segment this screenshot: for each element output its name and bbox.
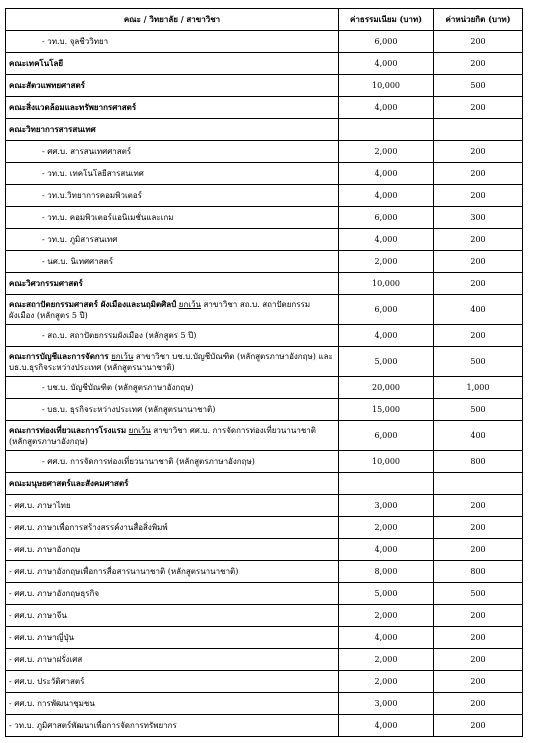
faculty-cell [6,119,339,141]
tuition-cell: 10,000 [339,75,434,97]
exception-label: ยกเว้น [111,351,134,361]
faculty-cell [6,495,339,517]
tuition-cell: 4,000 [339,627,434,649]
tuition-cell: 4,000 [339,53,434,75]
unit-fee-cell: 200 [434,715,523,737]
unit-fee-cell: 200 [434,671,523,693]
faculty-cell [6,693,339,715]
faculty-cell [6,451,339,473]
unit-fee-cell: 800 [434,561,523,583]
table-row [6,141,523,163]
program-name: - บช.บ. บัญชีบัณฑิต (หลักสูตรภาษาอังกฤษ) [42,383,194,392]
table-row [6,251,523,273]
table-row [6,495,523,517]
unit-fee-cell: 200 [434,141,523,163]
tuition-cell: 2,000 [339,649,434,671]
tuition-cell: 10,000 [339,451,434,473]
program-name: - ศศ.บ. ภาษาไทย [9,501,71,510]
faculty-cell [6,671,339,693]
tuition-cell: 15,000 [339,399,434,421]
unit-fee-cell: 200 [434,605,523,627]
unit-fee-cell [434,119,523,141]
tuition-cell: 2,000 [339,251,434,273]
faculty-cell [6,347,339,377]
program-name: - ศศ.บ. ภาษาญี่ปุ่น [9,633,75,642]
faculty-cell [6,273,339,295]
exception-detail: สาขาวิชา สถ.บ. สถาปัตยกรรมผังเมือง (หลักสูตร 5 ปี) [9,299,311,320]
faculty-name: คณะการบัญชีและการจัดการ [9,350,109,361]
unit-fee-cell: 400 [434,295,523,325]
faculty-cell [6,53,339,75]
exception-label: ยกเว้น [178,299,201,309]
unit-fee-column-header: ค่าหน่วยกิต (บาท) [434,9,523,31]
faculty-name: คณะเทคโนโลยี [9,58,64,68]
tuition-cell: 5,000 [339,347,434,377]
table-row [6,649,523,671]
table-row [6,185,523,207]
program-name: - ศศ.บ. สารสนเทศศาสตร์ [42,147,132,156]
faculty-cell [6,605,339,627]
table-row [6,715,523,737]
faculty-cell [6,473,339,495]
table-row [6,539,523,561]
fee-table-page [5,8,522,737]
program-name: - ศศ.บ. ภาษาอังกฤษเพื่อการสื่อสารนานาชาติ (หลักสูตรนานาชาติ) [9,567,239,576]
unit-fee-cell: 200 [434,693,523,715]
table-row [6,421,523,451]
table-row [6,451,523,473]
faculty-name: คณะการท่องเที่ยวและการโรงแรม [9,424,127,435]
unit-fee-cell: 300 [434,207,523,229]
tuition-cell: 4,000 [339,185,434,207]
table-row [6,605,523,627]
header-row [6,9,523,31]
program-name: - วท.บ. คอมพิวเตอร์แอนิเมชั่นและเกม [42,213,174,222]
program-name: - ศศ.บ. ภาษาอังกฤษ [9,545,81,554]
tuition-cell: 2,000 [339,141,434,163]
unit-fee-cell: 800 [434,451,523,473]
faculty-name: คณะสถาปัตยกรรมศาสตร์ ผังเมืองและนฤมิตศิลป์ [9,298,177,309]
faculty-cell [6,325,339,347]
program-name: - ศศ.บ. ภาษาอังกฤษธุรกิจ [9,589,100,598]
faculty-cell [6,561,339,583]
table-row [6,693,523,715]
tuition-cell [339,119,434,141]
faculty-cell [6,141,339,163]
faculty-name: คณะสิ่งแวดล้อมและทรัพยากรศาสตร์ [9,102,137,112]
unit-fee-cell: 200 [434,627,523,649]
program-name: - ศศ.บ. ภาษาจีน [9,611,67,620]
faculty-cell [6,421,339,451]
program-name: - ศศ.บ. ภาษาฝรั่งเศส [9,655,83,664]
program-name: - ศศ.บ. ประวัติศาสตร์ [9,677,85,686]
faculty-cell [6,399,339,421]
tuition-cell: 2,000 [339,605,434,627]
tuition-cell: 6,000 [339,207,434,229]
program-name: - ศศ.บ. การพัฒนาชุมชน [9,699,95,708]
faculty-cell [6,649,339,671]
tuition-cell: 4,000 [339,325,434,347]
faculty-column-header: คณะ / วิทยาลัย / สาขาวิชา [6,9,339,31]
faculty-cell [6,583,339,605]
table-row [6,53,523,75]
faculty-name: คณะมนุษยศาสตร์และสังคมศาสตร์ [9,478,129,488]
table-row [6,75,523,97]
tuition-cell: 2,000 [339,517,434,539]
program-name: - ศศ.บ. ภาษาเพื่อการสร้างสรรค์งานสื่อสิ่งพิมพ์ [9,523,168,532]
unit-fee-cell: 200 [434,539,523,561]
unit-fee-cell: 200 [434,53,523,75]
table-row [6,31,523,53]
exception-detail: สาขาวิชา บช.บ.บัญชีบัณฑิต (หลักสูตรภาษาอังกฤษ) และบธ.บ.ธุรกิจระหว่างประเทศ (หลักสูตรนานาชาติ) [9,351,333,372]
faculty-cell [6,31,339,53]
program-name: - วท.บ. จุลชีววิทยา [42,37,109,46]
exception-label: ยกเว้น [128,425,151,435]
unit-fee-cell: 200 [434,163,523,185]
unit-fee-cell: 500 [434,347,523,377]
tuition-column-header: ค่าธรรมเนียม (บาท) [339,9,434,31]
unit-fee-cell: 500 [434,399,523,421]
table-row [6,473,523,495]
unit-fee-cell: 1,000 [434,377,523,399]
faculty-cell [6,75,339,97]
unit-fee-cell: 200 [434,97,523,119]
table-row [6,325,523,347]
program-name: - ศศ.บ. การจัดการท่องเที่ยวนานาชาติ (หลักสูตรภาษาอังกฤษ) [42,457,255,466]
tuition-cell: 4,000 [339,97,434,119]
fee-table [5,8,523,737]
tuition-cell: 2,000 [339,671,434,693]
tuition-cell: 4,000 [339,229,434,251]
table-row [6,627,523,649]
table-row [6,347,523,377]
faculty-cell [6,185,339,207]
table-row [6,163,523,185]
faculty-cell [6,715,339,737]
table-row [6,273,523,295]
faculty-name: คณะสัตวแพทยศาสตร์ [9,80,85,90]
tuition-cell: 10,000 [339,273,434,295]
unit-fee-cell: 200 [434,251,523,273]
tuition-cell: 6,000 [339,295,434,325]
program-name: - นศ.บ. นิเทศศาสตร์ [42,257,113,266]
exception-detail: สาขาวิชา ศศ.บ. การจัดการท่องเที่ยวนานาชาติ (หลักสูตรภาษาอังกฤษ) [9,425,316,446]
table-row [6,229,523,251]
faculty-cell [6,377,339,399]
unit-fee-cell: 200 [434,185,523,207]
table-row [6,583,523,605]
unit-fee-cell: 200 [434,229,523,251]
tuition-cell: 8,000 [339,561,434,583]
table-row [6,671,523,693]
program-name: - วท.บ. เทคโนโลยีสารสนเทศ [42,169,144,178]
faculty-cell [6,627,339,649]
tuition-cell: 5,000 [339,583,434,605]
unit-fee-cell [434,473,523,495]
unit-fee-cell: 200 [434,31,523,53]
table-row [6,561,523,583]
faculty-cell [6,163,339,185]
table-row [6,399,523,421]
table-row [6,207,523,229]
faculty-cell [6,207,339,229]
faculty-cell [6,517,339,539]
tuition-cell: 4,000 [339,539,434,561]
program-name: - วท.บ.วิทยาการคอมพิวเตอร์ [42,191,142,200]
unit-fee-cell: 200 [434,649,523,671]
tuition-cell: 20,000 [339,377,434,399]
program-name: - วท.บ. ภูมิสารสนเทศ [42,235,118,244]
tuition-cell [339,473,434,495]
unit-fee-cell: 200 [434,495,523,517]
faculty-cell [6,251,339,273]
table-row [6,119,523,141]
unit-fee-cell: 200 [434,517,523,539]
fee-table-body [6,31,523,737]
program-name: - สถ.บ. สถาปัตยกรรมผังเมือง (หลักสูตร 5 ปี) [42,331,197,340]
faculty-cell [6,229,339,251]
unit-fee-cell: 200 [434,273,523,295]
faculty-cell [6,539,339,561]
table-row [6,295,523,325]
tuition-cell: 4,000 [339,163,434,185]
unit-fee-cell: 200 [434,325,523,347]
tuition-cell: 3,000 [339,693,434,715]
faculty-name: คณะวิทยาการสารสนเทศ [9,124,96,134]
tuition-cell: 6,000 [339,31,434,53]
unit-fee-cell: 500 [434,75,523,97]
faculty-cell [6,97,339,119]
faculty-cell [6,295,339,325]
faculty-name: คณะวิศวกรรมศาสตร์ [9,278,83,288]
tuition-cell: 4,000 [339,715,434,737]
program-name: - วท.บ. ภูมิศาสตร์พัฒนาเพื่อการจัดการทรัพยากร [9,721,177,730]
tuition-cell: 3,000 [339,495,434,517]
unit-fee-cell: 400 [434,421,523,451]
table-row [6,97,523,119]
table-row [6,517,523,539]
table-row [6,377,523,399]
unit-fee-cell: 500 [434,583,523,605]
tuition-cell: 6,000 [339,421,434,451]
program-name: - บธ.บ. ธุรกิจระหว่างประเทศ (หลักสูตรนานาชาติ) [42,405,216,414]
